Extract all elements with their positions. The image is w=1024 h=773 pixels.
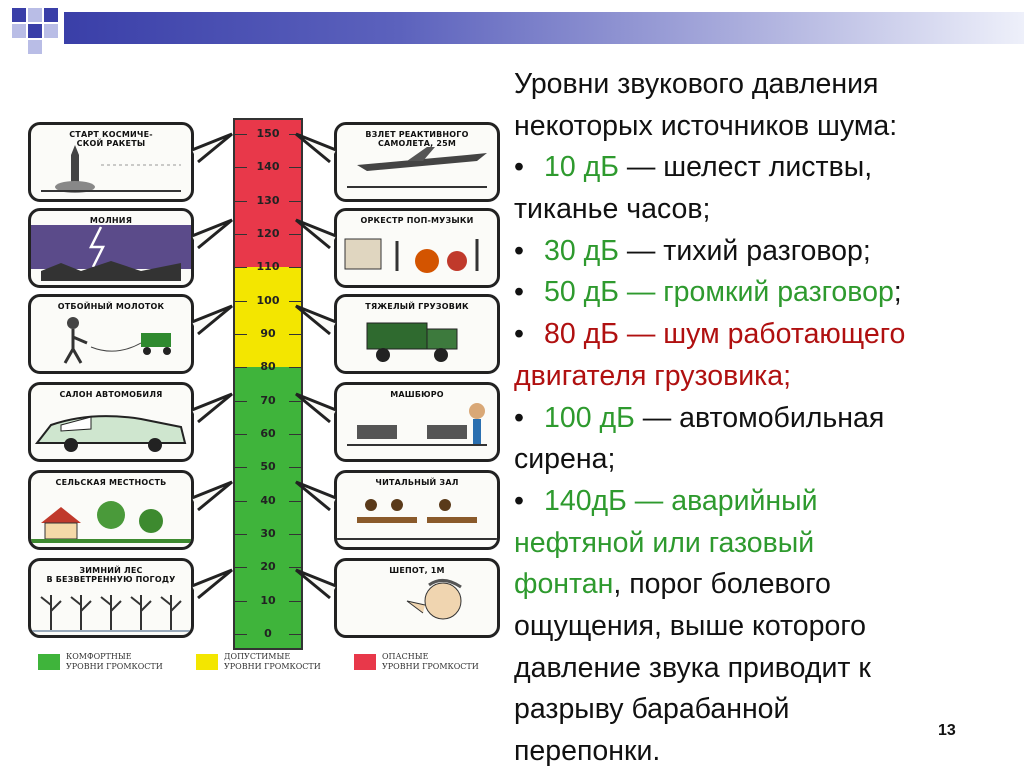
legend-item [196,652,350,682]
text-line [514,64,994,106]
panel-caption: ВЗЛЕТ РЕАКТИВНОГО САМОЛЕТА, 25М [365,130,469,148]
panel-caption: ОТБОЙНЫЙ МОЛОТОК [57,302,165,311]
legend-swatch [38,654,60,670]
text-segment: 140дБ — аварийный [544,484,818,517]
text-line [514,189,994,231]
decor-square [44,24,58,38]
bullet-icon: • [514,401,524,434]
text-segment: — автомобильная [634,401,885,434]
text-segment: нефтяной или газовый [514,526,815,559]
text-segment: давление звука приводит к [514,651,871,684]
decor-square [28,40,42,54]
panel-caption: САЛОН АВТОМОБИЛЯ [59,390,163,399]
noise-source-panel [334,470,500,550]
scale-tick-label: 70 [235,393,301,409]
speech-connector [192,390,252,430]
gradient-bar [64,12,1024,44]
bullet-icon: • [514,234,524,267]
decor-square [28,24,42,38]
text-line [514,147,994,189]
text-segment: — тихий разговор; [618,234,871,267]
scale-tick-label: 100 [235,293,301,309]
text-line [514,356,994,398]
scale-tick-label: 150 [235,126,301,142]
text-line [514,439,994,481]
slide-text [514,64,994,773]
speech-connector [276,130,336,170]
speech-connector [192,566,252,606]
text-line [514,481,994,523]
speech-connector [276,478,336,518]
speech-connector [276,302,336,342]
panel-caption: ШЕПОТ, 1М [389,566,445,575]
noise-source-panel [334,382,500,462]
noise-source-panel [334,122,500,202]
text-line [514,564,994,606]
legend-item [354,652,508,682]
noise-source-panel [28,294,194,374]
text-segment: двигателя грузовика; [514,359,791,392]
legend-label: КОМФОРТНЫЕ УРОВНИ ГРОМКОСТИ [66,652,163,671]
text-line [514,731,994,773]
text-segment: , порог болевого [613,568,831,601]
text-segment: 50 дБ — громкий разговор [544,276,894,309]
text-segment: фонтан [514,568,614,601]
noise-source-panel [28,122,194,202]
decor-square [12,8,26,22]
speech-connector [192,130,252,170]
legend-swatch [196,654,218,670]
scale-tick-label: 30 [235,526,301,542]
speech-connector [192,302,252,342]
text-segment: сирена; [514,443,616,476]
noise-source-panel [28,382,194,462]
decor-square [28,8,42,22]
speech-connector [276,566,336,606]
noise-source-panel [334,558,500,638]
noise-level-illustration [28,112,508,682]
panel-caption: ОРКЕСТР ПОП-МУЗЫКИ [360,216,474,225]
scale-tick-label: 40 [235,493,301,509]
text-line [514,231,994,273]
legend-label: ДОПУСТИМЫЕ УРОВНИ ГРОМКОСТИ [224,652,321,671]
speech-connector [276,216,336,256]
text-segment: ощущения, выше которого [514,609,866,642]
legend-label: ОПАСНЫЕ УРОВНИ ГРОМКОСТИ [382,652,479,671]
text-segment: разрыву барабанной [514,693,790,726]
noise-source-panel [28,470,194,550]
scale-tick-label: 50 [235,459,301,475]
scale-tick-label: 130 [235,193,301,209]
speech-connector [276,390,336,430]
scale-tick-label: 0 [235,626,301,642]
text-line [514,606,994,648]
panel-caption: ЧИТАЛЬНЫЙ ЗАЛ [375,478,459,487]
scale-tick-label: 120 [235,226,301,242]
text-segment: некоторых источников шума: [514,109,898,142]
text-line [514,314,994,356]
scale-tick-label: 10 [235,593,301,609]
text-segment: 10 дБ [544,151,619,184]
noise-source-panel [334,208,500,288]
legend-swatch [354,654,376,670]
title-decoration-band [0,0,1024,52]
panel-caption: МОЛНИЯ [89,216,133,225]
panel-caption: ТЯЖЕЛЫЙ ГРУЗОВИК [365,302,469,311]
scale-tick-label: 60 [235,426,301,442]
text-line [514,106,994,148]
text-segment: 100 дБ [544,401,635,434]
scale-tick-label: 20 [235,559,301,575]
speech-connector [192,216,252,256]
panel-caption: МАШБЮРО [390,390,444,399]
text-segment: — шелест листвы, [618,151,873,184]
text-segment: 80 дБ — шум работающего [544,318,906,351]
text-segment: 30 дБ [544,234,619,267]
bullet-icon: • [514,484,524,517]
decor-square [44,8,58,22]
scale-tick-label: 80 [235,359,301,375]
scale-tick-label: 110 [235,259,301,275]
page-number: 13 [938,722,956,739]
text-line [514,523,994,565]
bullet-icon: • [514,276,524,309]
text-segment: Уровни звукового давления [514,68,879,100]
decor-square [12,24,26,38]
panel-caption: СТАРТ КОСМИЧЕ- СКОЙ РАКЕТЫ [69,130,153,148]
text-segment: тиканье часов; [514,193,711,226]
noise-source-panel [334,294,500,374]
bullet-icon: • [514,151,524,184]
legend-item [38,652,192,682]
text-line [514,689,994,731]
panel-caption: ЗИМНИЙ ЛЕС В БЕЗВЕТРЕННУЮ ПОГОДУ [46,566,176,584]
panel-caption: СЕЛЬСКАЯ МЕСТНОСТЬ [55,478,167,487]
text-segment: ; [893,276,902,309]
noise-source-panel [28,208,194,288]
text-segment: перепонки. [514,735,661,767]
noise-source-panel [28,558,194,638]
text-line [514,272,994,314]
text-line [514,648,994,690]
scale-tick-label: 90 [235,326,301,342]
scale-tick-label: 140 [235,159,301,175]
text-line [514,398,994,440]
bullet-icon: • [514,318,524,351]
speech-connector [192,478,252,518]
